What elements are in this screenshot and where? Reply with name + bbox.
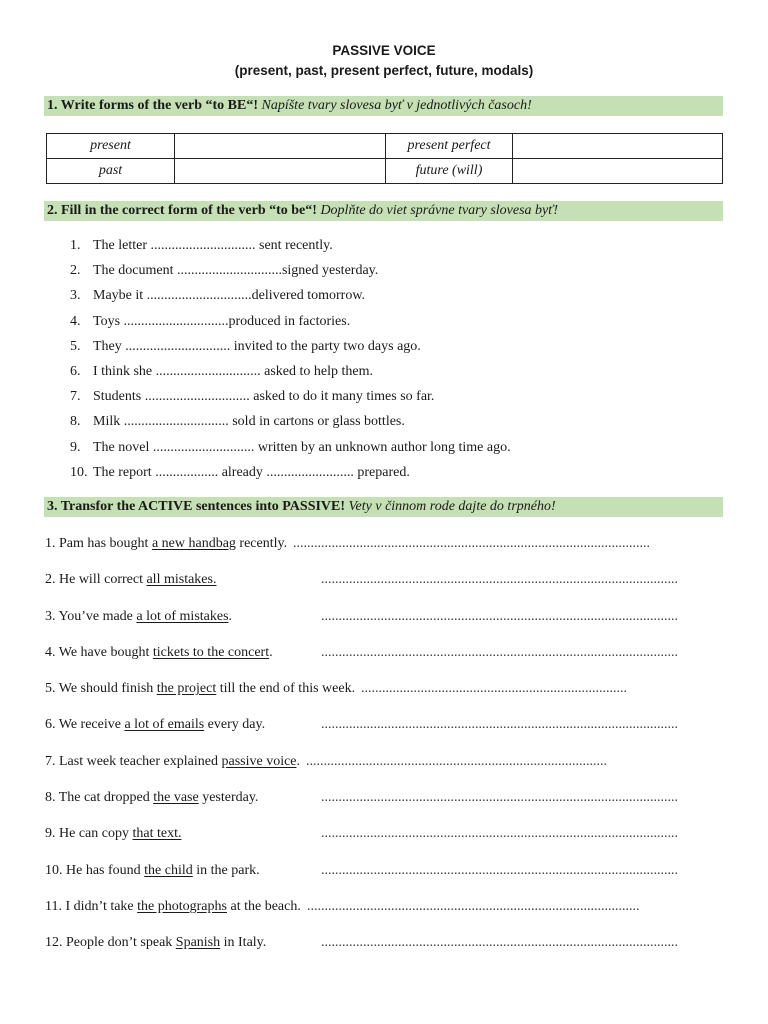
tense-label-future: future (will) [386,159,513,184]
sentence-end: till the end of this week. [216,681,356,697]
item-text: They .............................. invited to the party two days ago. [93,338,421,354]
list-item [70,463,730,488]
section1-heading-en: 1. Write forms of the verb “to BE“! [47,98,258,113]
sentence-start: 4. We have bought [45,644,153,660]
table-row [47,159,723,184]
list-item [70,412,730,437]
sentence-start: 11. I didn’t take [45,898,138,914]
list-item [45,606,725,642]
item-text: Milk .............................. sold in cartons or glass bottles. [93,414,405,430]
active-sentence [45,932,266,954]
answer-line[interactable]: ...................................................................................................... [321,826,678,842]
underlined-object: Spanish [175,935,221,951]
sentence-start: 5. We should finish [45,681,157,697]
list-item [45,823,725,859]
answer-cell-present-perfect[interactable] [513,134,723,159]
active-sentence [45,714,265,736]
item-number: 10. [70,464,88,480]
underlined-object: tickets to the concert [152,644,270,660]
list-item [70,261,730,286]
sentence-end: in the park. [192,862,260,878]
answer-cell-present[interactable] [175,134,386,159]
item-text: Students .............................. asked to do it many times so far. [93,389,435,405]
item-text: The novel ............................. written by an unknown author long time ago. [93,439,511,455]
list-item [45,896,725,932]
sentence-end: . [228,608,233,624]
sentence-start: 10. He has found [45,862,145,878]
underlined-object: passive voice [221,753,297,769]
list-item [45,932,725,968]
active-sentence [45,896,301,918]
underlined-object: the photographs [137,898,227,914]
item-text: Maybe it ..............................delivered tomorrow. [93,288,366,304]
list-item [45,751,725,787]
section1-heading-sk: Napíšte tvary slovesa byť v jednotlivých časoch! [261,98,532,113]
answer-cell-future[interactable] [513,159,723,184]
active-sentence [45,606,232,628]
underlined-object: that text. [132,826,182,842]
item-text: Toys ..............................produced in factories. [93,313,351,329]
fill-in-list [70,236,730,488]
answer-line[interactable]: ...................................................................................................... [321,644,678,660]
sentence-start: 3. You’ve made [45,608,137,624]
sentence-start: 9. He can copy [45,826,133,842]
item-text: The report .................. already ......................... prepared. [93,464,410,480]
page-title: PASSIVE VOICE [332,43,436,58]
sentence-end: in Italy. [220,935,267,951]
answer-line[interactable]: ...................................................................................................... [293,536,650,551]
section3-heading [44,497,723,517]
underlined-object: the child [144,862,193,878]
list-item [45,678,725,714]
list-item [70,236,730,261]
tense-label-present-perfect: present perfect [386,134,513,159]
sentence-start: 1. Pam has bought [45,536,152,551]
sentence-end: every day. [204,717,266,733]
item-number: 3. [70,288,81,304]
underlined-object: the project [156,681,217,697]
sentence-start: 2. He will correct [45,572,147,588]
sentence-end: at the beach. [226,898,301,914]
section2-heading-sk: Doplňte do viet správne tvary slovesa byť! [320,203,559,218]
underlined-object: a new handbag [151,536,236,551]
sentence-start: 12. People don’t speak [45,935,176,951]
page-subtitle: (present, past, present perfect, future, modals) [234,63,534,78]
transform-list [45,533,725,969]
item-text: I think she .............................. asked to help them. [93,363,373,379]
list-item [70,387,730,412]
item-number: 5. [70,338,81,354]
list-item [45,642,725,678]
item-text: The document ..............................signed yesterday. [93,263,379,279]
active-sentence [45,751,300,773]
sentence-start: 7. Last week teacher explained [45,753,222,769]
sentence-start: 8. The cat dropped [45,790,154,806]
list-item [45,569,725,605]
sentence-end: yesterday. [198,790,259,806]
section2-heading-en: 2. Fill in the correct form of the verb “to be“! [47,203,317,218]
answer-line[interactable]: ...................................................................................................... [321,608,678,624]
list-item [45,787,725,823]
item-number: 8. [70,414,81,430]
answer-line[interactable]: ...................................................................................................... [321,572,678,588]
underlined-object: all mistakes. [146,572,217,588]
underlined-object: a lot of mistakes [136,608,229,624]
list-item [70,362,730,387]
answer-line[interactable]: ...................................................................................................... [321,717,678,733]
active-sentence [45,787,258,809]
active-sentence [45,569,216,591]
answer-line[interactable]: ...................................................................................................... [321,790,678,806]
item-number: 6. [70,363,81,379]
answer-line[interactable]: ...................................................................................................... [321,935,678,951]
list-item [70,337,730,362]
item-number: 7. [70,389,81,405]
sentence-end: . [296,753,301,769]
list-item [70,312,730,337]
active-sentence [45,533,287,555]
item-number: 2. [70,263,81,279]
answer-cell-past[interactable] [175,159,386,184]
sentence-end: recently. [235,536,288,551]
section2-heading [44,201,723,221]
sentence-end: . [269,644,273,660]
answer-line[interactable]: ...................................................................................................... [321,862,678,878]
sentence-start: 6. We receive [45,717,125,733]
section3-heading-sk: Vety v činnom rode dajte do trpného! [348,499,556,514]
item-number: 9. [70,439,81,455]
list-item [45,714,725,750]
section1-heading [44,96,723,116]
answer-line[interactable]: ...................................................................................... [306,753,607,769]
item-number: 1. [70,238,81,253]
tense-label-past: past [47,159,175,184]
section3-heading-en: 3. Transfor the ACTIVE sentences into PASSIVE! [47,499,346,514]
table-row [47,134,723,159]
answer-line[interactable]: ............................................................................................... [307,898,640,914]
underlined-object: the vase [153,790,199,806]
active-sentence [45,860,260,882]
active-sentence [45,642,273,664]
active-sentence [45,823,181,845]
list-item [45,860,725,896]
verb-forms-table [46,133,723,184]
underlined-object: a lot of emails [124,717,205,733]
list-item [45,533,725,569]
answer-line[interactable]: ............................................................................ [361,681,627,697]
tense-label-present: present [47,134,175,159]
list-item [70,286,730,311]
active-sentence [45,678,355,700]
item-number: 4. [70,313,81,329]
item-text: The letter .............................. sent recently. [93,238,333,253]
list-item [70,438,730,463]
